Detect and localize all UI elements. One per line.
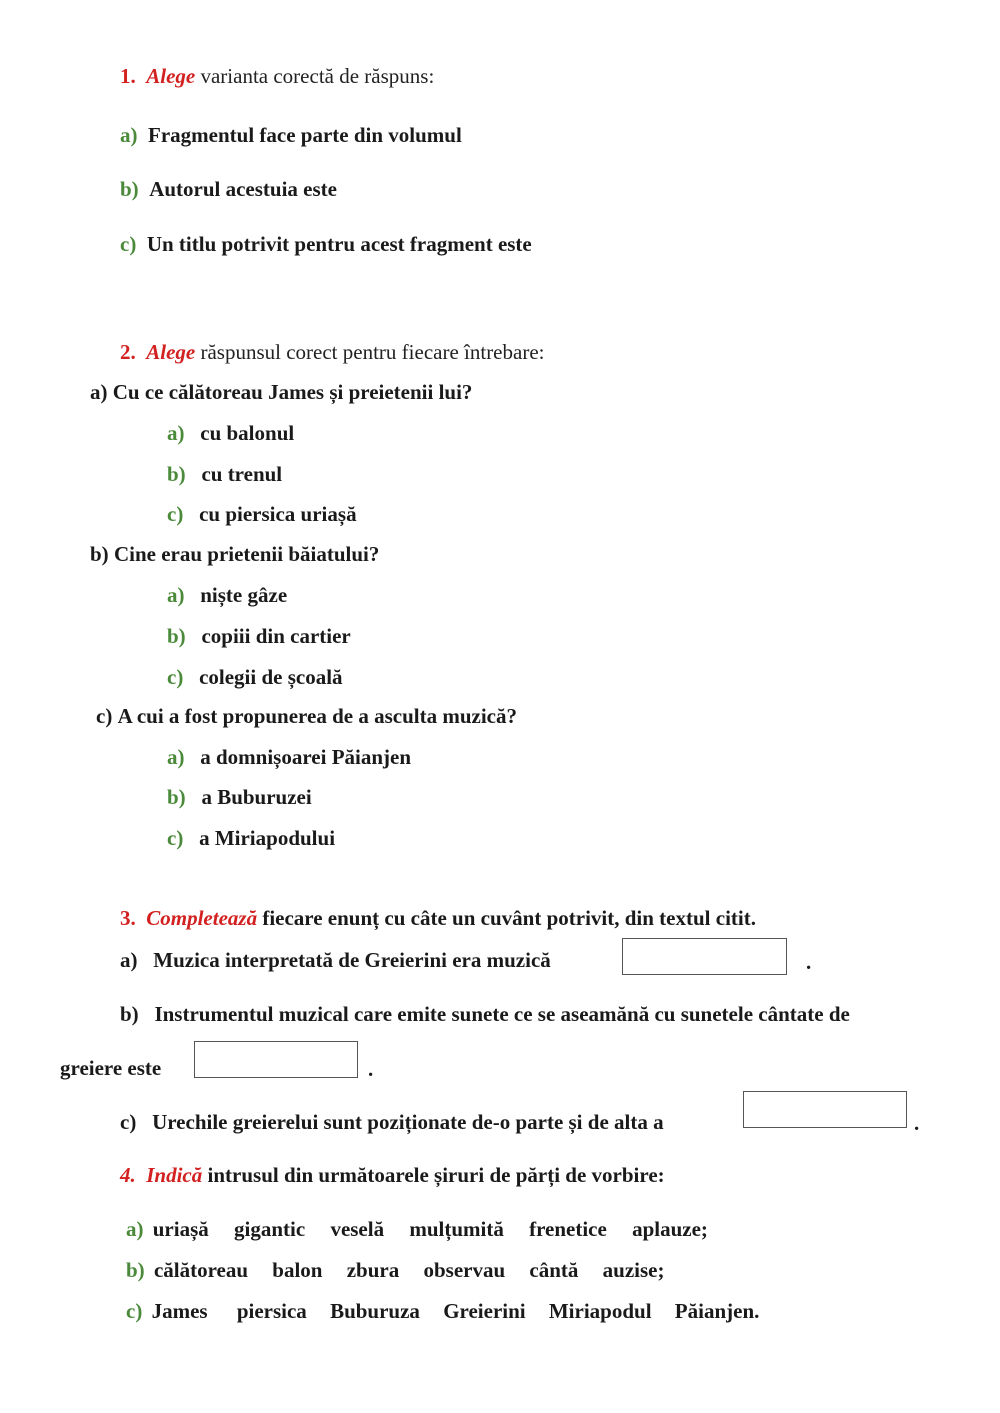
- q4-row-a: [126, 1216, 708, 1242]
- q4-word[interactable]: auzise;: [602, 1258, 665, 1282]
- q2-a-option-c[interactable]: [167, 501, 357, 527]
- q4-word[interactable]: frenetice: [529, 1217, 607, 1241]
- q4-word[interactable]: zbura: [346, 1258, 400, 1282]
- q1-verb: Alege: [146, 64, 196, 88]
- q3-item-a-label: a): [120, 948, 138, 972]
- q4-word[interactable]: Greierini: [443, 1299, 526, 1323]
- q3-item-b-text: Instrumentul muzical care emite sunete ce se aseamănă cu sunetele cântate de: [154, 1002, 850, 1026]
- q2-question-a-label: a): [90, 380, 108, 404]
- q1-item-c-text: Un titlu potrivit pentru acest fragment este: [146, 232, 532, 256]
- q3-item-b-end: .: [368, 1057, 374, 1081]
- q3-answer-a-input[interactable]: [622, 938, 787, 975]
- option-text: niște gâze: [200, 583, 288, 607]
- option-text: a Miriapodului: [199, 826, 336, 850]
- q4-word[interactable]: aplauze;: [632, 1217, 708, 1241]
- option-label: c): [167, 502, 184, 526]
- q1-item-b-label: b): [120, 177, 139, 201]
- option-label: b): [167, 785, 186, 809]
- option-text: copiii din cartier: [201, 624, 351, 648]
- q2-question-c-label: c): [96, 704, 113, 728]
- q4-word[interactable]: balon: [272, 1258, 323, 1282]
- option-text: colegii de școală: [199, 665, 343, 689]
- q2-c-option-c[interactable]: [167, 825, 335, 851]
- q2-question-a-text: Cu ce călătoreau James și preietenii lui?: [112, 380, 473, 404]
- option-text: cu piersica uriașă: [199, 502, 357, 526]
- q1-item-b: [120, 176, 337, 202]
- option-label: c): [167, 665, 184, 689]
- q3-item-c-label: c): [120, 1110, 137, 1134]
- q4-row-b: [126, 1257, 665, 1283]
- q4-row-c-label: c): [126, 1299, 143, 1323]
- q4-number: 4.: [120, 1163, 136, 1187]
- q1-item-a: [120, 122, 462, 148]
- q2-a-option-a[interactable]: [167, 420, 294, 446]
- q4-word[interactable]: piersica: [236, 1299, 307, 1323]
- q4-word[interactable]: Buburuza: [330, 1299, 420, 1323]
- option-text: a domnișoarei Păianjen: [200, 745, 412, 769]
- q4-word[interactable]: mulțumită: [409, 1217, 504, 1241]
- q2-b-option-b[interactable]: [167, 623, 351, 649]
- option-label: b): [167, 462, 186, 486]
- q2-question-c-text: A cui a fost propunerea de a asculta muzică?: [117, 704, 517, 728]
- q4-word[interactable]: călătoreau: [153, 1258, 249, 1282]
- q3-item-c: [120, 1109, 664, 1135]
- option-text: cu trenul: [201, 462, 283, 486]
- q1-item-c-label: c): [120, 232, 137, 256]
- option-label: b): [167, 624, 186, 648]
- q2-question-c: [96, 703, 517, 729]
- q4-word[interactable]: observau: [423, 1258, 506, 1282]
- q4-row-b-label: b): [126, 1258, 145, 1282]
- q4-heading: [120, 1162, 665, 1188]
- q1-number: 1.: [120, 64, 136, 88]
- q4-word[interactable]: Miriapodul: [548, 1299, 652, 1323]
- q2-question-a: [90, 379, 472, 405]
- q4-word[interactable]: James: [151, 1299, 208, 1323]
- option-label: c): [167, 826, 184, 850]
- q2-c-option-a[interactable]: [167, 744, 411, 770]
- q4-word[interactable]: cântă: [529, 1258, 579, 1282]
- q2-a-option-b[interactable]: [167, 461, 282, 487]
- q2-b-option-a[interactable]: [167, 582, 287, 608]
- q3-answer-b-input[interactable]: [194, 1041, 358, 1078]
- q3-heading: [120, 905, 756, 931]
- q2-question-b-text: Cine erau prietenii băiatului?: [113, 542, 380, 566]
- q3-item-a-end: .: [806, 950, 812, 974]
- q3-instruction: fiecare enunț cu câte un cuvânt potrivit, din textul citit.: [257, 906, 756, 930]
- q3-item-b-label: b): [120, 1002, 139, 1026]
- q2-question-b-label: b): [90, 542, 109, 566]
- q2-c-option-b[interactable]: [167, 784, 312, 810]
- q4-word[interactable]: veselă: [330, 1217, 385, 1241]
- q3-number: 3.: [120, 906, 136, 930]
- option-text: a Buburuzei: [201, 785, 312, 809]
- option-label: a): [167, 421, 185, 445]
- q4-row-c: [126, 1298, 759, 1324]
- option-label: a): [167, 583, 185, 607]
- q1-item-a-label: a): [120, 123, 138, 147]
- q3-item-a-text: Muzica interpretată de Greierini era muzică: [153, 948, 551, 972]
- q1-item-b-text: Autorul acestuia este: [149, 177, 337, 201]
- q1-instruction: varianta corectă de răspuns:: [195, 64, 435, 88]
- q2-instruction: răspunsul corect pentru fiecare întrebare:: [195, 340, 545, 364]
- q3-item-b: [120, 1001, 850, 1027]
- q2-question-b: [90, 541, 379, 567]
- q4-instruction: intrusul din următoarele șiruri de părți de vorbire:: [202, 1163, 665, 1187]
- q1-item-a-text: Fragmentul face parte din volumul: [148, 123, 462, 147]
- q3-item-c-end: .: [914, 1111, 920, 1135]
- q3-item-b-continuation: greiere este: [60, 1056, 162, 1080]
- q4-word[interactable]: Păianjen.: [674, 1299, 760, 1323]
- q3-item-a: [120, 947, 551, 973]
- option-text: cu balonul: [200, 421, 295, 445]
- q2-b-option-c[interactable]: [167, 664, 343, 690]
- q4-word[interactable]: uriașă: [152, 1217, 209, 1241]
- q3-item-c-text: Urechile greierelui sunt poziționate de-o parte și de alta a: [152, 1110, 664, 1134]
- q3-verb: Completează: [146, 906, 258, 930]
- q2-heading: [120, 339, 544, 365]
- q4-row-a-label: a): [126, 1217, 144, 1241]
- option-label: a): [167, 745, 185, 769]
- q1-heading: [120, 63, 434, 89]
- q2-verb: Alege: [146, 340, 196, 364]
- q2-number: 2.: [120, 340, 136, 364]
- q1-item-c: [120, 231, 532, 257]
- q4-word[interactable]: gigantic: [234, 1217, 306, 1241]
- q3-answer-c-input[interactable]: [743, 1091, 907, 1128]
- q4-verb: Indică: [146, 1163, 203, 1187]
